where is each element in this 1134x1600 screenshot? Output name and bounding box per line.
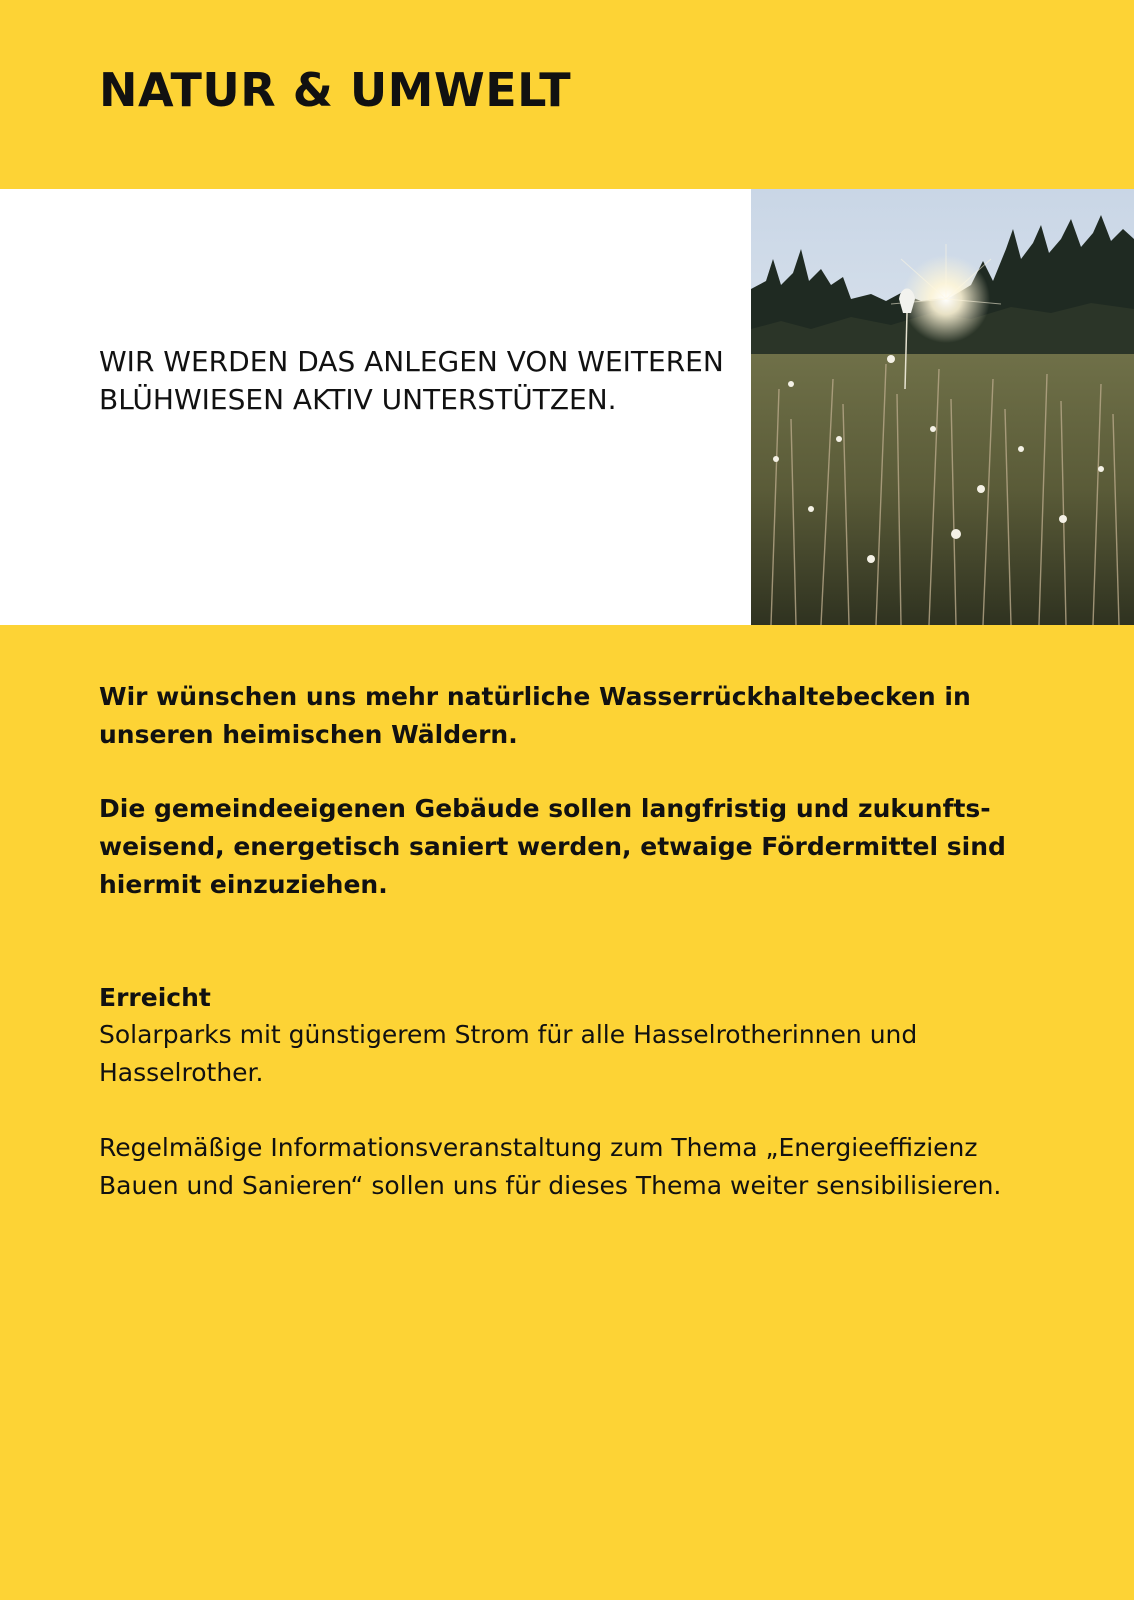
goal-paragraph: Die gemeindeeigenen Gebäude sollen langfristig und zukunfts-weisend, energetisch saniert werden, etwaige Fördermittel sind hiermit einzuziehen.	[99, 794, 1006, 899]
achieved-heading: Erreicht	[99, 983, 211, 1012]
intro-headline: WIR WERDEN DAS ANLEGEN VON WEITEREN BLÜHWIESEN AKTIV UNTERSTÜTZEN.	[99, 345, 724, 416]
goal-paragraph: Wir wünschen uns mehr natürliche Wasserrückhaltebecken in unseren heimischen Wäldern.	[99, 682, 971, 749]
meadow-photo	[751, 189, 1134, 625]
achieved-paragraph: Solarparks mit günstigerem Strom für alle Hasselrotherinnen und Hasselrother.	[99, 1020, 918, 1087]
page-title: NATUR & UMWELT	[99, 63, 572, 117]
achieved-paragraph: Regelmäßige Informationsveranstaltung zum Thema „Energieeffizienz Bauen und Sanieren“ sollen uns für dieses Thema weiter sensibilisieren.	[99, 1133, 1002, 1200]
